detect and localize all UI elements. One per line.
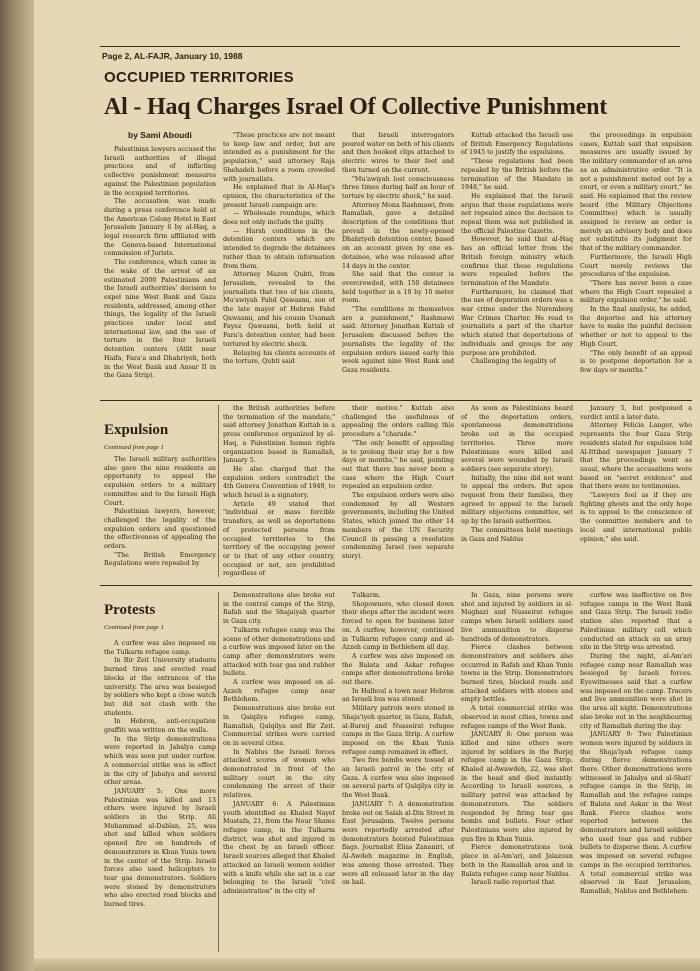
paragraph: JANUARY 7: A demonstration broke out on Salah al-Din Street in East Jerusalem. Twelve persons were reportedly arrested after demonstrators hoisted Palestinian flags. Journalist Elias Zananiri, of Al-Awdeh magazine in English, was among those arrested. They were all released later in the day on bail. [342,800,454,887]
expulsion-column-5 [580,405,692,580]
paragraph: Relaying his clients accounts of the torture, Qubti said [223,349,335,366]
paragraph: In Hebron, anti-occupation graffiti was written on the walls. [104,718,216,735]
paragraph: "There has never been a case where the High Court repealed a military expulsion order," he said. [580,279,692,305]
section-divider-1 [100,400,692,401]
paragraph: JANUARY 9: Two Palestinian women were injured by soldiers in the Shaja'iyah refugee camp during fierce demonstrations there. Other demonstrations were witnessed in Jabalya and al-Shati' refugee camps in the Strip, in Ramallah and the refugee camps of Balata and Askar in the West Bank. Fierce clashes were reported between the demonstrators and Israeli soldiers who used tear gas and rubber bullets to disperse them. A curfew was imposed on several refugee camps in the occupied territories. A total commercial strike was observed in East Jerusalem, Ramallah, Nablus and Bethlehem. [580,731,692,895]
expulsion-column-3 [342,405,454,580]
paragraph: Furthermore, the Israeli High Court merely reviews the procedures of the expulsion. [580,253,692,279]
protests-column-3 [342,592,454,952]
protests-continued: Continued from page 1 [104,624,164,631]
paragraph: A curfew was imposed on al-Azzeh refugee camp near Bethlehem. [223,679,335,704]
header-rule [100,46,680,47]
binding-spine [0,0,34,971]
paragraph: She said that the center is overcrowded, with 150 detainees held together in a 10 by 10 meter room. [342,271,454,305]
paragraph: During the night, al-Am'ari refugee camp near Ramallah was besieged by Israeli forces. Eyewitnesses said that a curfew was imposed on the camp. Tracers and live ammunition were shot in the area all night. Demonstrations also broke out in the neighbouring city of Ramallah during the day. [580,652,692,730]
paragraph: In Bir Zeit University students burned tires and erected road blocks at the entrances of the university. The area was besieged by soldiers who kept a close watch but did not clash with the students. [104,657,216,717]
headline: Al - Haq Charges Israel Of Collective Punishment [104,94,608,120]
paragraph: The expulsion orders were also condemned by all Western governments, including the United States, which joined the other 14 members of the UN Security Council in passing a resolution condemning Israel (see separate story). [342,492,454,560]
paragraph: Israeli radio reported that [471,879,555,887]
protests-column-2 [223,592,335,952]
protests-column-1 [104,640,216,952]
paragraph: their motive." Kuttab also challenged the usefulness of appealing the orders calling this procedure a "charade." [342,405,454,439]
expulsion-continued: Continued from page 1 [104,444,164,451]
paragraph: In Nablus the Israeli forces attacked scores of women who demonstrated in front of the military court in the city condemning the arrest of their relatives. [223,748,335,800]
paragraph: However, he said that al-Haq has an official letter from the British foreign ministry which confirms that these regulations were repealed before the termination of the Mandate. [461,236,573,287]
expulsion-title: Expulsion [104,422,169,438]
page-bottom-edge [34,958,700,971]
paragraph: In Gaza, nine persons were shot and injured by soldiers in al-Maghazi and Nusseirat refugee camps when Israeli soldiers used live ammunition to disperse hundreds of demonstrators. [461,592,573,643]
protests-title: Protests [104,602,156,618]
paragraph: He also charged that the expulsion orders contradict the 4th Geneva Convention of 1949, to which Israel is a signatory. [223,465,335,500]
paragraph: He explained that in Al-Haq's opinion, the characteristics of the present Israeli campaign are: [223,184,335,209]
article-column-3 [342,132,454,394]
paragraph: Tulkarm refugee camp was the scene of other demonstrations and a curfew was imposed later on the camp after demonstrators were attacked with tear gas and rubber bullets. [223,626,335,678]
paragraph: Demonstrations also broke out in Qalqilya refugee camp, Ramallah, Qalqilya and Bir Zeit. Commercial strikes were carried on in several cities. [223,705,335,747]
paragraph: Attorney Felicia Langer, who represents the four Gaza Strip residents slated for expulsion told Al-Ittihad newspaper January 7 that the proceedings went as usual, where the accusations were based on "secret evidence" and that there were no testimonies. [580,422,692,491]
paragraph: "Lawyers feel as if they are fighting ghosts and the only hope is to appeal to the conscience of the committee members and to local and international public opinion," she said. [580,492,692,543]
paragraph: Fierce clashes between demonstrators and soldiers also occurred in Rafah and Khan Yunis towns in the Strip. Demonstrators burned tires, blocked roads and attacked soldiers with stones and empty bottles. [461,644,573,704]
paragraph: Demonstrations also broke out in the central camps of the Strip, Rafah and the Shajaiyah quarter in Gaza city. [223,592,335,626]
paragraph: "The British Emergency Regulations were repealed by [104,551,216,568]
paragraph: Palestinian lawyers, however, challenged the legality of the expulsion orders and questioned the effectiveness of appealing the orders. [104,508,216,551]
paragraph: Shopowners, who closed down their shops after the incident were forced to open for business later on. A curfew, however, continued in Tulkarm refugee camp and al-Azzeh camp in Bethlehem all day. [342,600,454,652]
paragraph: curfew was ineffective on five refugee camps in the West Bank and Gaza Strip. The Israeli radio station also reported that a Palestinian military cell which conducted an attack on an army site in the Strip was arrested. [580,592,692,652]
paragraph: JANUARY 8: One person was killed and nine others were injured by soldiers in the Burjej refugee camp in the Gaza Strip. Khaled al-Awawdeh, 22, was shot in the head and died instantly. According to Israeli sources, a military patrol was attacked by demonstrators. The soldiers responded by firing tear gas bombs and bullets. Four other Palestinians were also injured by gun fire in Khan Yunis. [461,731,573,843]
paragraph: He explained that the Israeli argue that these regulations were not repealed since the decision to repeal them was not published in the official Palestine Gazette. [461,192,573,235]
section-divider-2 [100,585,692,586]
article-column-1 [104,146,216,394]
paragraph: Military patrols were stoned in Shaja'iyeh quarter, in Gaza, Rafah, al-Bureij and Nusseirat refugee camps in the Gaza Strip. A curfew imposed on the Khan Yunis refugee camp remained in effect. [342,705,454,756]
paragraph: Attorney Mazen Qubti, from Jerusalem, revealed to the journalists that two of his clients, Mu'awiyah Fahd Qawasmi, son of the late mayor of Hebron Fahd Qawasmi, and his cousin Usamah Fayez Qawasmi, both held at Fara'a detention center, had been tortured by electric shock. [223,271,335,348]
paragraph: JANUARY 5: One more Palestinian was killed and 13 others were injured by Israeli soldiers in the Strip. Ali Muhammad al-Dablan, 25, was shot and killed when soldiers opened fire on hundreds of demonstrators in Khan Yunis town in the center of the Strip. Israeli forces also used helicopters to tear gas demonstrators. Soldiers were stoned by demonstrators who also erected road blocks and burned tires. [104,787,216,909]
section-title: OCCUPIED TERRITORIES [104,69,294,86]
article-column-2 [223,132,335,394]
paragraph: "Mu'awiyah lost consciousness three times during half an hour of torture by electric shock," he said. [342,175,454,200]
paragraph: A curfew was also imposed on the Balata and Askar refugee camps after demonstrations broke out there. [342,652,454,687]
paragraph: that Israeli interrogators poured water on both of his clients and then hooked clips attached to electric wires to their feet and then turned on the current. [342,132,454,174]
article-column-5 [580,132,692,394]
paragraph: In Halhoul a town near Hebron an Israeli bus was stoned. [342,687,454,704]
paragraph: Attorney Mona Rashmawi, from Ramallah, gave a detailed description of the conditions that prevail in the newly-opened Dhahriyeh detention center, based on an account given by one ex-detainee, who was released after 14 days in the center. [342,201,454,270]
running-head: Page 2, AL-FAJR, January 10, 1988 [102,51,243,61]
paragraph: Initially, the nine did not want to appeal the orders. But upon request from their families, they agreed to appeal to the Israeli military objections committee, set up by the Israeli authorities. [461,474,573,526]
protests-column-4 [461,592,573,952]
paragraph: The committees held meetings in Gaza and Nablus [461,526,573,543]
paragraph: "The only benefit of appealing is to prolong their stay for a few days or months," he said, pointing out that there has never been a case where the High Court repealed an expulsion order. [342,439,454,491]
paragraph: As soon as Palestinians heard of the deportation orders, spontaneous demonstrations broke out in the occupied territories. Three more Palestinians were killed and several were wounded by Israeli soldiers (see separate story). [461,405,573,473]
protests-column-5 [580,592,692,952]
paragraph: Furthermore, he claimed that the use of deporation orders was a war crime under the Nuremberg War Crimes Charter. He read to journalists a part of the charter which stated that deportations of individuals and groups for any purpose are prohibited. [461,288,573,357]
paragraph: Palestinian lawyers accused the Israeli authorities of illegal practices and of inflicting collective punishment measures against the Palestinian population in the occupied territories. [104,146,216,197]
paragraph: The Israeli military authorities also gave the nine residents an opportunity to appeal the expulsion orders to a military committee and to the Israeli High Court. [104,456,216,507]
expulsion-column-4 [461,405,573,580]
paragraph: Tulkarm. [352,592,381,599]
article-column-4 [461,132,573,394]
paragraph: JANUARY 6: A Palestinian youth identified as Khaled Nayef Mustafa, 21, from the Nour Shams refugee camp, in the Tulkarm district, was shot and injured in the chest by an Israeli officer. Israeli sources alleged that Khaled attacked an Israeli women soldier with a knife while she sat in a car belonging to the Israeli "civil administration" in the city of [223,800,335,895]
paragraph: In the Strip demonstrations were reported in Jabalya camp which was soon put under curfew. A commercial strike was in effect in the city of Jabalya and several other areas. [104,735,216,787]
column-rule [218,592,219,952]
paragraph: The accusation was made during a press conference held at the American Colony Hotel in East Jerusalem January 6 by al-Haq, a legal research firm affiliated with the Geneva-based International commission of Jurists. [104,198,216,258]
paragraph: Article 49 stated that "individual or mass forcible transfers, as well as deportations of protected persons from occupied territories to the territory of the occupying power or to that of any other country, occupied or not, are prohibited regardless of [223,500,335,578]
paragraph: A curfew was also imposed on the Tulkarm refugee camp. [104,640,216,656]
paragraph: "These regulations had been repealed by the British before the termination of the Mandate in 1948," he said. [461,158,573,192]
expulsion-column-1 [104,456,216,580]
paragraph: the British authorities before the termination of the mandate," said attorney Jonathan Kuttab in a press conference organized by al-Haq, a Palestinian human rights organization based in Ramallah, January 5. [223,405,335,465]
expulsion-column-2 [223,405,335,580]
paragraph: A total commercial strike was observed in most cities, towns and refugee camps of the West Bank. [461,705,573,730]
paragraph: — Wholesale roundups, which does not only include the guilty. [223,210,335,227]
paragraph: Kuttab attacked the Israeli use of British Emergency Regulations of 1945 to justify the expulsions. [461,132,573,157]
paragraph: the proceedings in expulsion cases, Kuttab said that expulsion measures are usually issued by the military commander of an area as an administrative order. "It is not a punishment meted out by a court, or even a military court," he said. He explained that the review board (the Military Objections Committee) which is usually assigned to review an order is merely an advisory body and does not substitute its judgment for that of the military commander. [580,132,692,253]
paragraph: "The only benefit of an appeal is to postpone deportation for a few days or months." [580,349,692,374]
paragraph: Two fire bombs were tossed at an Israeli patrol in the city of Gaza. A curfew was also imposed on several parts of Qalqilya city in the West Bank. [342,757,454,800]
paragraph: "These practices are not meant to keep law and order, but are intended as a punishment for the population," said attorney Raja Shehadeh before a room crowded with journalists. [223,132,335,183]
byline: by Sami Aboudi [128,130,192,140]
paragraph: "The conditions in themselves are a punishment," Rashmawi said. Attorney Jonathan Kuttab of Jerusalem discussed before the journalists the legality of the expulsion orders issued early this week against nine West Bank and Gaza residents. [342,306,454,374]
paragraph: January 5, but postponed a verdict until a later date. [580,405,692,421]
paragraph: Fierce demonstrations took place in al-Am'ari, and Jalazoun both in the Ramallah area and in Balata refugee camp near Nablus. [461,844,573,878]
paragraph: The conference, which came in the wake of the arrest of an estimated 2000 Palestinians and the Israeli authorities' decision to expel nine West Bank and Gaza residents, addressed, among other things, the legality of the Israeli practices under local and international law, and the use of torture in the four Israeli detention centers (Atlit near Haifa, Fara'a and Dhahriyeh, both in the West Bank and Ansar II in the Gaza Strip). [104,259,216,380]
column-rule [218,405,219,577]
paragraph: Challenging the legality of [471,358,556,366]
paragraph: In the final analysis, he added, the deportee and his attorney have to make the painful decision whether or not to appeal to the High Court. [580,306,692,348]
paragraph: — Harsh conditions in the detention centers which are intended to degrade the detainees rather than to obtain information from them. [223,227,335,270]
